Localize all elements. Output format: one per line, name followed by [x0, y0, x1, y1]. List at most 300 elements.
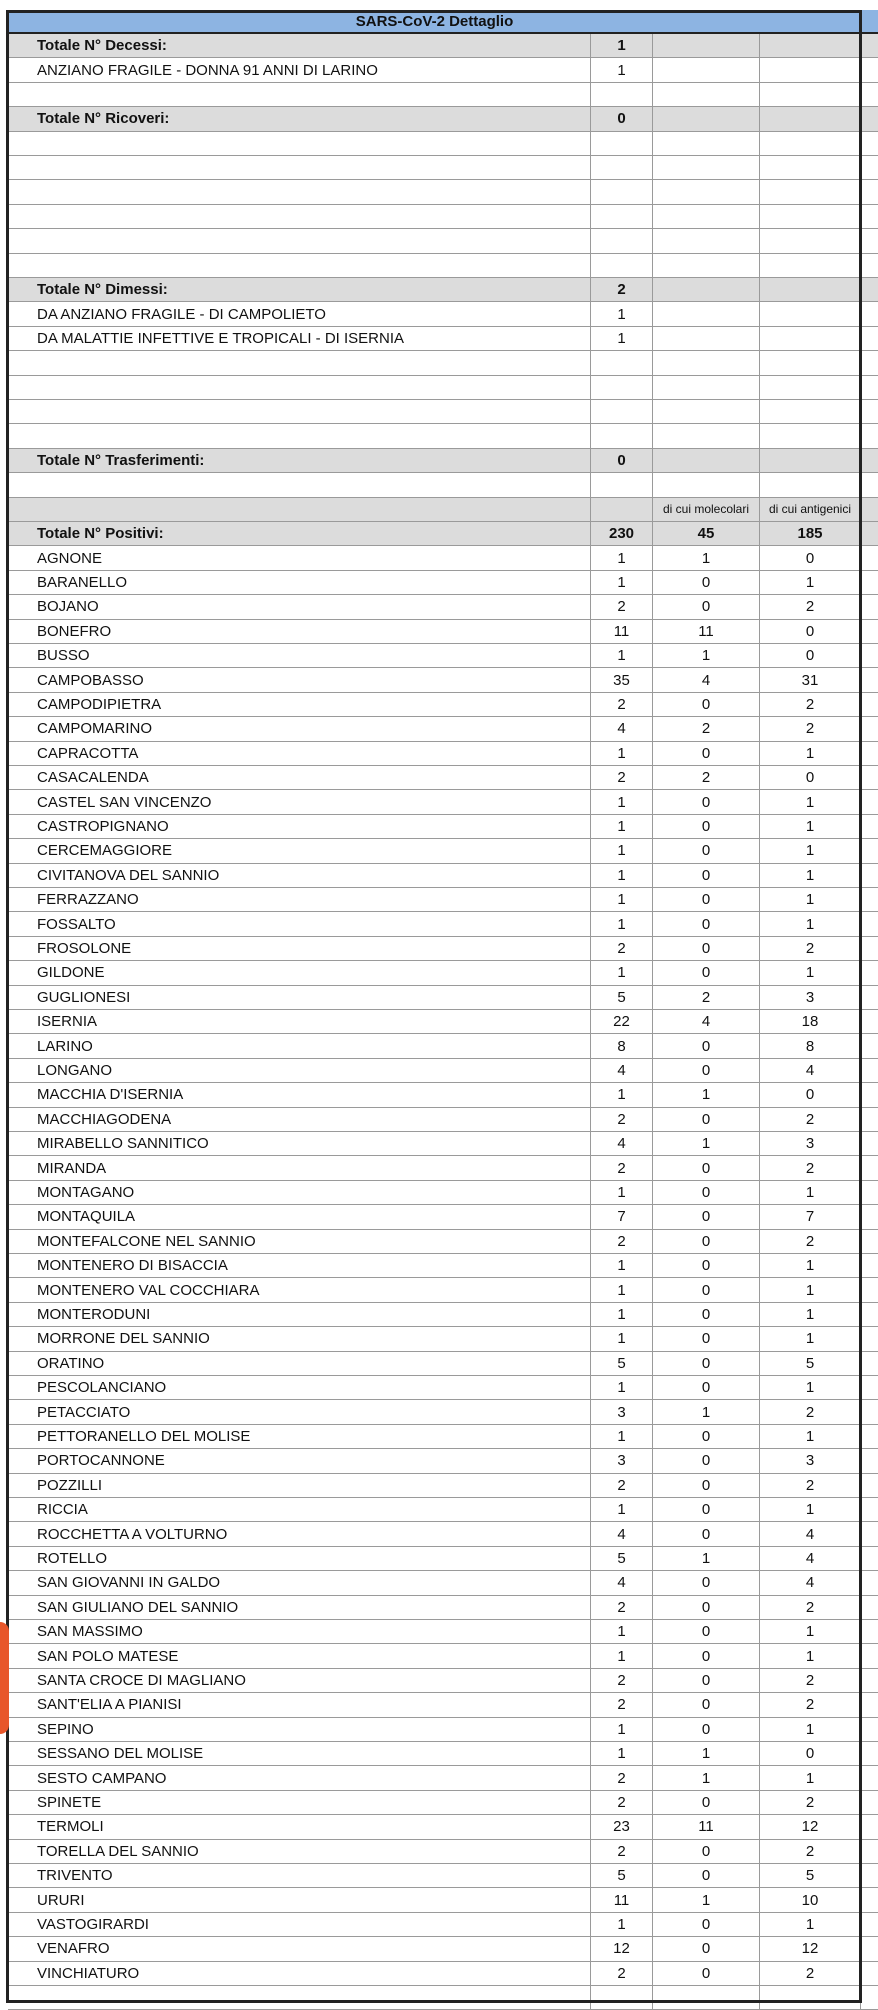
- edge-cell: [861, 34, 878, 58]
- molecolari-cell: 4: [653, 1010, 760, 1034]
- molecolari-cell: 0: [653, 937, 760, 961]
- comune-row: [0, 1449, 878, 1473]
- comune-row: [0, 1644, 878, 1668]
- label-cell: CERCEMAGGIORE: [8, 839, 591, 863]
- edge-cell: [861, 1766, 878, 1790]
- molecolari-cell: 0: [653, 1840, 760, 1864]
- antigenici-cell: [760, 400, 861, 424]
- edge-cell: [861, 1693, 878, 1717]
- antigenici-cell: 2: [760, 1791, 861, 1815]
- molecolari-cell: 0: [653, 1230, 760, 1254]
- edge-cell: [861, 351, 878, 375]
- label-cell: FOSSALTO: [8, 912, 591, 936]
- edge-cell: [861, 1156, 878, 1180]
- antigenici-cell: di cui antigenici: [760, 498, 861, 522]
- comune-row: [0, 1718, 878, 1742]
- comune-row: [0, 1522, 878, 1546]
- label-cell: [8, 400, 591, 424]
- antigenici-cell: 1: [760, 815, 861, 839]
- antigenici-cell: 2: [760, 1400, 861, 1424]
- edge-cell: [861, 498, 878, 522]
- total-cell: 2: [591, 1962, 653, 1986]
- comune-row: [0, 864, 878, 888]
- molecolari-cell: 2: [653, 766, 760, 790]
- total-cell: 1: [591, 1425, 653, 1449]
- edge-cell: [861, 522, 878, 546]
- total-cell: 5: [591, 1547, 653, 1571]
- antigenici-cell: 0: [760, 620, 861, 644]
- antigenici-cell: 1: [760, 961, 861, 985]
- total-cell: [591, 254, 653, 278]
- label-cell: GUGLIONESI: [8, 986, 591, 1010]
- total-cell: 4: [591, 717, 653, 741]
- comune-row: [0, 1669, 878, 1693]
- dimessi-item-row: [0, 302, 878, 326]
- total-cell: 1: [591, 571, 653, 595]
- antigenici-cell: [760, 278, 861, 302]
- label-cell: [8, 132, 591, 156]
- antigenici-cell: [760, 156, 861, 180]
- antigenici-cell: 0: [760, 1742, 861, 1766]
- antigenici-cell: 4: [760, 1522, 861, 1546]
- molecolari-cell: 0: [653, 1205, 760, 1229]
- edge-cell: [861, 571, 878, 595]
- molecolari-cell: [653, 254, 760, 278]
- antigenici-cell: [760, 180, 861, 204]
- edge-cell: [861, 1010, 878, 1034]
- label-cell: LONGANO: [8, 1059, 591, 1083]
- label-cell: RICCIA: [8, 1498, 591, 1522]
- molecolari-cell: [653, 376, 760, 400]
- antigenici-cell: 0: [760, 1083, 861, 1107]
- total-cell: 4: [591, 1522, 653, 1546]
- edge-cell: [861, 1791, 878, 1815]
- molecolari-cell: [653, 180, 760, 204]
- edge-cell: [861, 1522, 878, 1546]
- comune-row: [0, 888, 878, 912]
- edge-cell: [861, 58, 878, 82]
- comune-row: [0, 1425, 878, 1449]
- molecolari-cell: 0: [653, 864, 760, 888]
- label-cell: Totale N° Trasferimenti:: [8, 449, 591, 473]
- edge-cell: [861, 205, 878, 229]
- label-cell: [8, 498, 591, 522]
- molecolari-cell: [653, 449, 760, 473]
- antigenici-cell: 31: [760, 668, 861, 692]
- antigenici-cell: 1: [760, 888, 861, 912]
- label-cell: MIRANDA: [8, 1156, 591, 1180]
- antigenici-cell: [760, 205, 861, 229]
- comune-row: [0, 644, 878, 668]
- edge-cell: [861, 742, 878, 766]
- antigenici-cell: 1: [760, 1181, 861, 1205]
- antigenici-cell: [760, 229, 861, 253]
- molecolari-cell: 0: [653, 1644, 760, 1668]
- edge-cell: [861, 1230, 878, 1254]
- label-cell: [8, 229, 591, 253]
- label-cell: [8, 83, 591, 107]
- antigenici-cell: 2: [760, 1108, 861, 1132]
- edge-cell: [861, 278, 878, 302]
- molecolari-cell: 0: [653, 1571, 760, 1595]
- antigenici-cell: [760, 34, 861, 58]
- antigenici-cell: 0: [760, 766, 861, 790]
- total-cell: 2: [591, 766, 653, 790]
- molecolari-cell: 0: [653, 1498, 760, 1522]
- molecolari-cell: 11: [653, 620, 760, 644]
- comune-row: [0, 1913, 878, 1937]
- empty-row: [0, 1986, 878, 2010]
- antigenici-cell: 18: [760, 1010, 861, 1034]
- molecolari-cell: [653, 351, 760, 375]
- antigenici-cell: 2: [760, 1474, 861, 1498]
- label-cell: MACCHIAGODENA: [8, 1108, 591, 1132]
- edge-cell: [861, 620, 878, 644]
- antigenici-cell: 1: [760, 1913, 861, 1937]
- total-cell: 1: [591, 1742, 653, 1766]
- label-cell: Totale N° Positivi:: [8, 522, 591, 546]
- label-cell: [8, 473, 591, 497]
- label-cell: VENAFRO: [8, 1937, 591, 1961]
- total-cell: 1: [591, 644, 653, 668]
- antigenici-cell: 4: [760, 1059, 861, 1083]
- label-cell: MIRABELLO SANNITICO: [8, 1132, 591, 1156]
- frame-right: [859, 10, 862, 2002]
- molecolari-cell: 2: [653, 986, 760, 1010]
- edge-cell: [861, 1864, 878, 1888]
- molecolari-cell: [653, 34, 760, 58]
- label-cell: [8, 180, 591, 204]
- antigenici-cell: 1: [760, 1644, 861, 1668]
- total-cell: 1: [591, 58, 653, 82]
- molecolari-cell: 0: [653, 1669, 760, 1693]
- antigenici-cell: 1: [760, 571, 861, 595]
- label-cell: CAMPODIPIETRA: [8, 693, 591, 717]
- total-cell: 1: [591, 912, 653, 936]
- molecolari-cell: 0: [653, 571, 760, 595]
- label-cell: MONTEFALCONE NEL SANNIO: [8, 1230, 591, 1254]
- label-cell: VASTOGIRARDI: [8, 1913, 591, 1937]
- molecolari-cell: 0: [653, 1913, 760, 1937]
- label-cell: SAN POLO MATESE: [8, 1644, 591, 1668]
- label-cell: CASTEL SAN VINCENZO: [8, 790, 591, 814]
- comune-row: [0, 1010, 878, 1034]
- edge-cell: [861, 449, 878, 473]
- total-cell: 5: [591, 1352, 653, 1376]
- label-cell: ISERNIA: [8, 1010, 591, 1034]
- comune-row: [0, 1791, 878, 1815]
- empty-row: [0, 424, 878, 448]
- antigenici-cell: 1: [760, 742, 861, 766]
- total-cell: 8: [591, 1034, 653, 1058]
- edge-cell: [861, 1498, 878, 1522]
- edge-cell: [861, 1840, 878, 1864]
- edge-cell: [861, 1327, 878, 1351]
- label-cell: SPINETE: [8, 1791, 591, 1815]
- total-cell: 2: [591, 693, 653, 717]
- antigenici-cell: 5: [760, 1352, 861, 1376]
- edge-cell: [861, 1815, 878, 1839]
- total-cell: 35: [591, 668, 653, 692]
- molecolari-cell: 0: [653, 742, 760, 766]
- molecolari-cell: 2: [653, 717, 760, 741]
- antigenici-cell: 0: [760, 546, 861, 570]
- molecolari-cell: 45: [653, 522, 760, 546]
- antigenici-cell: 5: [760, 1864, 861, 1888]
- comune-row: [0, 1327, 878, 1351]
- edge-cell: [861, 302, 878, 326]
- comune-row: [0, 1278, 878, 1302]
- comune-row: [0, 1742, 878, 1766]
- antigenici-cell: 10: [760, 1888, 861, 1912]
- edge-cell: [861, 254, 878, 278]
- edge-cell: [861, 1913, 878, 1937]
- antigenici-cell: 1: [760, 1425, 861, 1449]
- comune-row: [0, 1766, 878, 1790]
- comune-row: [0, 1034, 878, 1058]
- total-cell: 1: [591, 1083, 653, 1107]
- molecolari-cell: 0: [653, 595, 760, 619]
- antigenici-cell: 1: [760, 864, 861, 888]
- comune-row: [0, 766, 878, 790]
- label-cell: MACCHIA D'ISERNIA: [8, 1083, 591, 1107]
- frame-bottom: [6, 2000, 862, 2003]
- edge-cell: [861, 180, 878, 204]
- total-cell: 0: [591, 449, 653, 473]
- comune-row: [0, 961, 878, 985]
- empty-row: [0, 400, 878, 424]
- label-cell: [8, 351, 591, 375]
- antigenici-cell: 0: [760, 644, 861, 668]
- label-cell: [8, 376, 591, 400]
- edge-cell: [861, 1083, 878, 1107]
- label-cell: DA MALATTIE INFETTIVE E TROPICALI - DI ISERNIA: [8, 327, 591, 351]
- empty-row: [0, 351, 878, 375]
- edge-cell: [861, 717, 878, 741]
- total-cell: [591, 424, 653, 448]
- antigenici-cell: 3: [760, 986, 861, 1010]
- label-cell: ROCCHETTA A VOLTURNO: [8, 1522, 591, 1546]
- label-cell: CAMPOBASSO: [8, 668, 591, 692]
- positivi-header-row: [0, 522, 878, 546]
- antigenici-cell: [760, 424, 861, 448]
- total-cell: 1: [591, 1498, 653, 1522]
- edge-cell: [861, 1742, 878, 1766]
- comune-row: [0, 1864, 878, 1888]
- label-cell: BONEFRO: [8, 620, 591, 644]
- label-cell: CIVITANOVA DEL SANNIO: [8, 864, 591, 888]
- edge-cell: [861, 1449, 878, 1473]
- edge-cell: [861, 1596, 878, 1620]
- label-cell: MONTAQUILA: [8, 1205, 591, 1229]
- edge-cell: [861, 693, 878, 717]
- total-cell: 2: [591, 1596, 653, 1620]
- comune-row: [0, 668, 878, 692]
- total-cell: 1: [591, 790, 653, 814]
- label-cell: [8, 424, 591, 448]
- edge-cell: [861, 156, 878, 180]
- antigenici-cell: 1: [760, 790, 861, 814]
- empty-row: [0, 83, 878, 107]
- edge-cell: [861, 546, 878, 570]
- label-cell: DA ANZIANO FRAGILE - DI CAMPOLIETO: [8, 302, 591, 326]
- label-cell: CASACALENDA: [8, 766, 591, 790]
- antigenici-cell: 4: [760, 1547, 861, 1571]
- molecolari-cell: [653, 278, 760, 302]
- molecolari-cell: 0: [653, 1474, 760, 1498]
- total-cell: [591, 400, 653, 424]
- label-cell: MONTENERO VAL COCCHIARA: [8, 1278, 591, 1302]
- label-cell: SAN GIULIANO DEL SANNIO: [8, 1596, 591, 1620]
- edge-cell: [861, 1620, 878, 1644]
- comune-row: [0, 1888, 878, 1912]
- comune-row: [0, 1962, 878, 1986]
- edge-cell: [861, 961, 878, 985]
- antigenici-cell: 2: [760, 1669, 861, 1693]
- total-cell: 3: [591, 1449, 653, 1473]
- total-cell: 1: [591, 1620, 653, 1644]
- edge-cell: [861, 107, 878, 131]
- edge-cell: [861, 1400, 878, 1424]
- comune-row: [0, 815, 878, 839]
- molecolari-cell: 0: [653, 1425, 760, 1449]
- label-cell: CASTROPIGNANO: [8, 815, 591, 839]
- molecolari-cell: 4: [653, 668, 760, 692]
- edge-cell: [861, 1352, 878, 1376]
- empty-row: [0, 229, 878, 253]
- edge-cell: [861, 1278, 878, 1302]
- molecolari-cell: [653, 473, 760, 497]
- label-cell: BOJANO: [8, 595, 591, 619]
- total-cell: 0: [591, 107, 653, 131]
- molecolari-cell: 0: [653, 839, 760, 863]
- label-cell: SAN MASSIMO: [8, 1620, 591, 1644]
- total-cell: 23: [591, 1815, 653, 1839]
- side-tab-handle[interactable]: [0, 1622, 9, 1734]
- edge-cell: [861, 376, 878, 400]
- label-cell: [8, 1986, 591, 2010]
- molecolari-cell: 0: [653, 1327, 760, 1351]
- antigenici-cell: 2: [760, 1156, 861, 1180]
- comune-row: [0, 1937, 878, 1961]
- molecolari-cell: 0: [653, 1034, 760, 1058]
- total-cell: [591, 473, 653, 497]
- comune-row: [0, 571, 878, 595]
- molecolari-cell: 0: [653, 1937, 760, 1961]
- molecolari-cell: 1: [653, 1742, 760, 1766]
- edge-cell: [861, 1205, 878, 1229]
- label-cell: PETACCIATO: [8, 1400, 591, 1424]
- edge-cell: [861, 473, 878, 497]
- molecolari-cell: [653, 132, 760, 156]
- total-cell: 2: [591, 937, 653, 961]
- antigenici-cell: [760, 132, 861, 156]
- edge-cell: [861, 83, 878, 107]
- antigenici-cell: 1: [760, 1718, 861, 1742]
- molecolari-cell: 0: [653, 1059, 760, 1083]
- total-cell: 7: [591, 1205, 653, 1229]
- total-cell: 2: [591, 1766, 653, 1790]
- molecolari-cell: [653, 424, 760, 448]
- edge-cell: [861, 1986, 878, 2010]
- molecolari-cell: [653, 400, 760, 424]
- sheet-title: SARS-CoV-2 Dettaglio: [8, 10, 861, 34]
- edge-cell: [861, 668, 878, 692]
- ricoveri-header-row: [0, 107, 878, 131]
- label-cell: ORATINO: [8, 1352, 591, 1376]
- label-cell: TRIVENTO: [8, 1864, 591, 1888]
- total-cell: 22: [591, 1010, 653, 1034]
- total-cell: [591, 83, 653, 107]
- molecolari-cell: 1: [653, 1766, 760, 1790]
- label-cell: AGNONE: [8, 546, 591, 570]
- empty-row: [0, 473, 878, 497]
- empty-row: [0, 156, 878, 180]
- molecolari-cell: 1: [653, 644, 760, 668]
- antigenici-cell: 2: [760, 1693, 861, 1717]
- empty-row: [0, 205, 878, 229]
- label-cell: CAPRACOTTA: [8, 742, 591, 766]
- total-cell: [591, 229, 653, 253]
- molecolari-cell: [653, 327, 760, 351]
- edge-cell: [861, 1425, 878, 1449]
- antigenici-cell: 1: [760, 839, 861, 863]
- edge-cell: [861, 986, 878, 1010]
- molecolari-cell: 0: [653, 1156, 760, 1180]
- label-cell: Totale N° Ricoveri:: [8, 107, 591, 131]
- molecolari-cell: 0: [653, 790, 760, 814]
- positivi-columns-row: [0, 498, 878, 522]
- label-cell: GILDONE: [8, 961, 591, 985]
- edge-cell: [861, 1034, 878, 1058]
- total-cell: 1: [591, 888, 653, 912]
- edge-cell: [861, 595, 878, 619]
- total-cell: [591, 205, 653, 229]
- comune-row: [0, 1205, 878, 1229]
- molecolari-cell: 0: [653, 1449, 760, 1473]
- antigenici-cell: 2: [760, 693, 861, 717]
- label-cell: Totale N° Dimessi:: [8, 278, 591, 302]
- edge-cell: [861, 400, 878, 424]
- edge-cell: [861, 1962, 878, 1986]
- label-cell: TERMOLI: [8, 1815, 591, 1839]
- label-cell: SEPINO: [8, 1718, 591, 1742]
- comune-row: [0, 1376, 878, 1400]
- total-cell: 2: [591, 1108, 653, 1132]
- total-cell: 1: [591, 1718, 653, 1742]
- molecolari-cell: 1: [653, 1888, 760, 1912]
- label-cell: POZZILLI: [8, 1474, 591, 1498]
- total-cell: [591, 1986, 653, 2010]
- antigenici-cell: 1: [760, 1766, 861, 1790]
- molecolari-cell: 0: [653, 1303, 760, 1327]
- antigenici-cell: 2: [760, 1962, 861, 1986]
- edge-cell: [861, 1108, 878, 1132]
- molecolari-cell: 0: [653, 1620, 760, 1644]
- total-cell: 1: [591, 1376, 653, 1400]
- empty-row: [0, 254, 878, 278]
- molecolari-cell: 0: [653, 888, 760, 912]
- total-cell: 1: [591, 302, 653, 326]
- total-cell: 1: [591, 546, 653, 570]
- comune-row: [0, 717, 878, 741]
- antigenici-cell: 1: [760, 1376, 861, 1400]
- antigenici-cell: [760, 83, 861, 107]
- antigenici-cell: [760, 254, 861, 278]
- antigenici-cell: [760, 302, 861, 326]
- antigenici-cell: [760, 1986, 861, 2010]
- molecolari-cell: 0: [653, 1962, 760, 1986]
